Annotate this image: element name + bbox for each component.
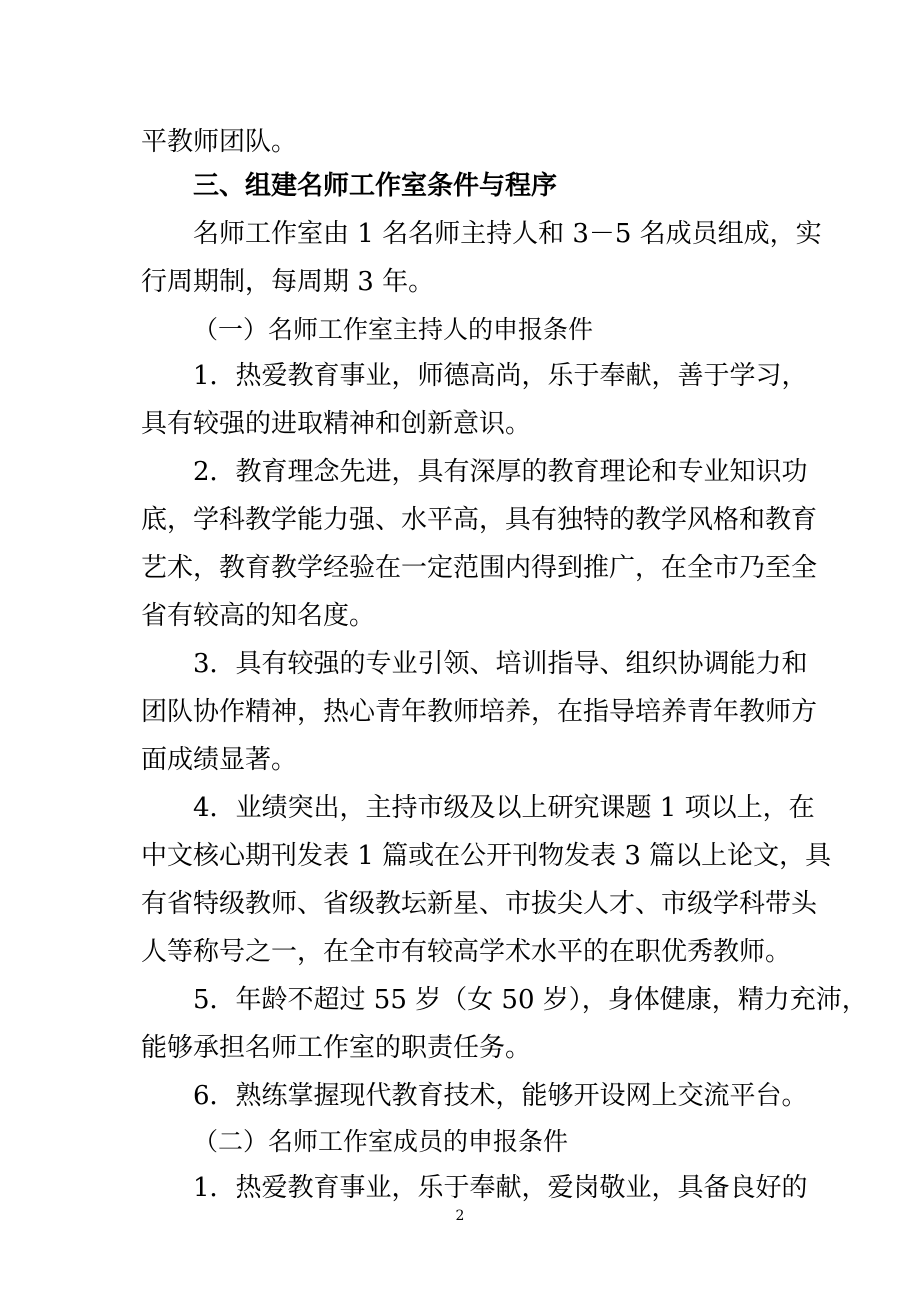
text-line: 2．教育理念先进，具有深厚的教育理论和专业知识功 (193, 457, 808, 487)
subsection-heading: （一）名师工作室主持人的申报条件 (193, 315, 594, 344)
text-line: 1．热爱教育事业，师德高尚，乐于奉献，善于学习， (193, 361, 808, 391)
text-line: 省有较高的知名度。 (141, 601, 376, 631)
text-line: 3．具有较强的专业引领、培训指导、组织协调能力和 (193, 649, 808, 679)
text-line: 1．热爱教育事业，乐于奉献，爱岗敬业，具备良好的 (193, 1173, 808, 1203)
section-heading: 三、组建名师工作室条件与程序 (193, 171, 558, 201)
text-line: 平教师团队。 (141, 127, 298, 157)
text-line: 4．业绩突出，主持市级及以上研究课题 1 项以上，在 (193, 793, 815, 823)
text-line: 名师工作室由 1 名名师主持人和 3－5 名成员组成，实 (193, 219, 822, 249)
text-line: 5．年龄不超过 55 岁（女 50 岁），身体健康，精力充沛， (193, 985, 868, 1015)
text-line: 中文核心期刊发表 1 篇或在公开刊物发表 3 篇以上论文，具 (141, 841, 832, 871)
text-line: 能够承担名师工作室的职责任务。 (141, 1033, 532, 1063)
text-line: 艺术，教育教学经验在一定范围内得到推广，在全市乃至全 (141, 553, 818, 583)
subsection-heading: （二）名师工作室成员的申报条件 (193, 1127, 569, 1156)
page-number: 2 (455, 1208, 465, 1224)
text-line: 行周期制，每周期 3 年。 (141, 267, 435, 297)
text-line: 面成绩显著。 (141, 745, 298, 775)
text-line: 有省特级教师、省级教坛新星、市拔尖人才、市级学科带头 (141, 889, 818, 919)
text-line: 6．熟练掌握现代教育技术，能够开设网上交流平台。 (193, 1081, 808, 1111)
text-line: 具有较强的进取精神和创新意识。 (141, 409, 532, 439)
text-line: 人等称号之一，在全市有较高学术水平的在职优秀教师。 (141, 937, 792, 967)
text-line: 团队协作精神，热心青年教师培养，在指导培养青年教师方 (141, 697, 818, 727)
text-line: 底，学科教学能力强、水平高，具有独特的教学风格和教育 (141, 505, 818, 535)
